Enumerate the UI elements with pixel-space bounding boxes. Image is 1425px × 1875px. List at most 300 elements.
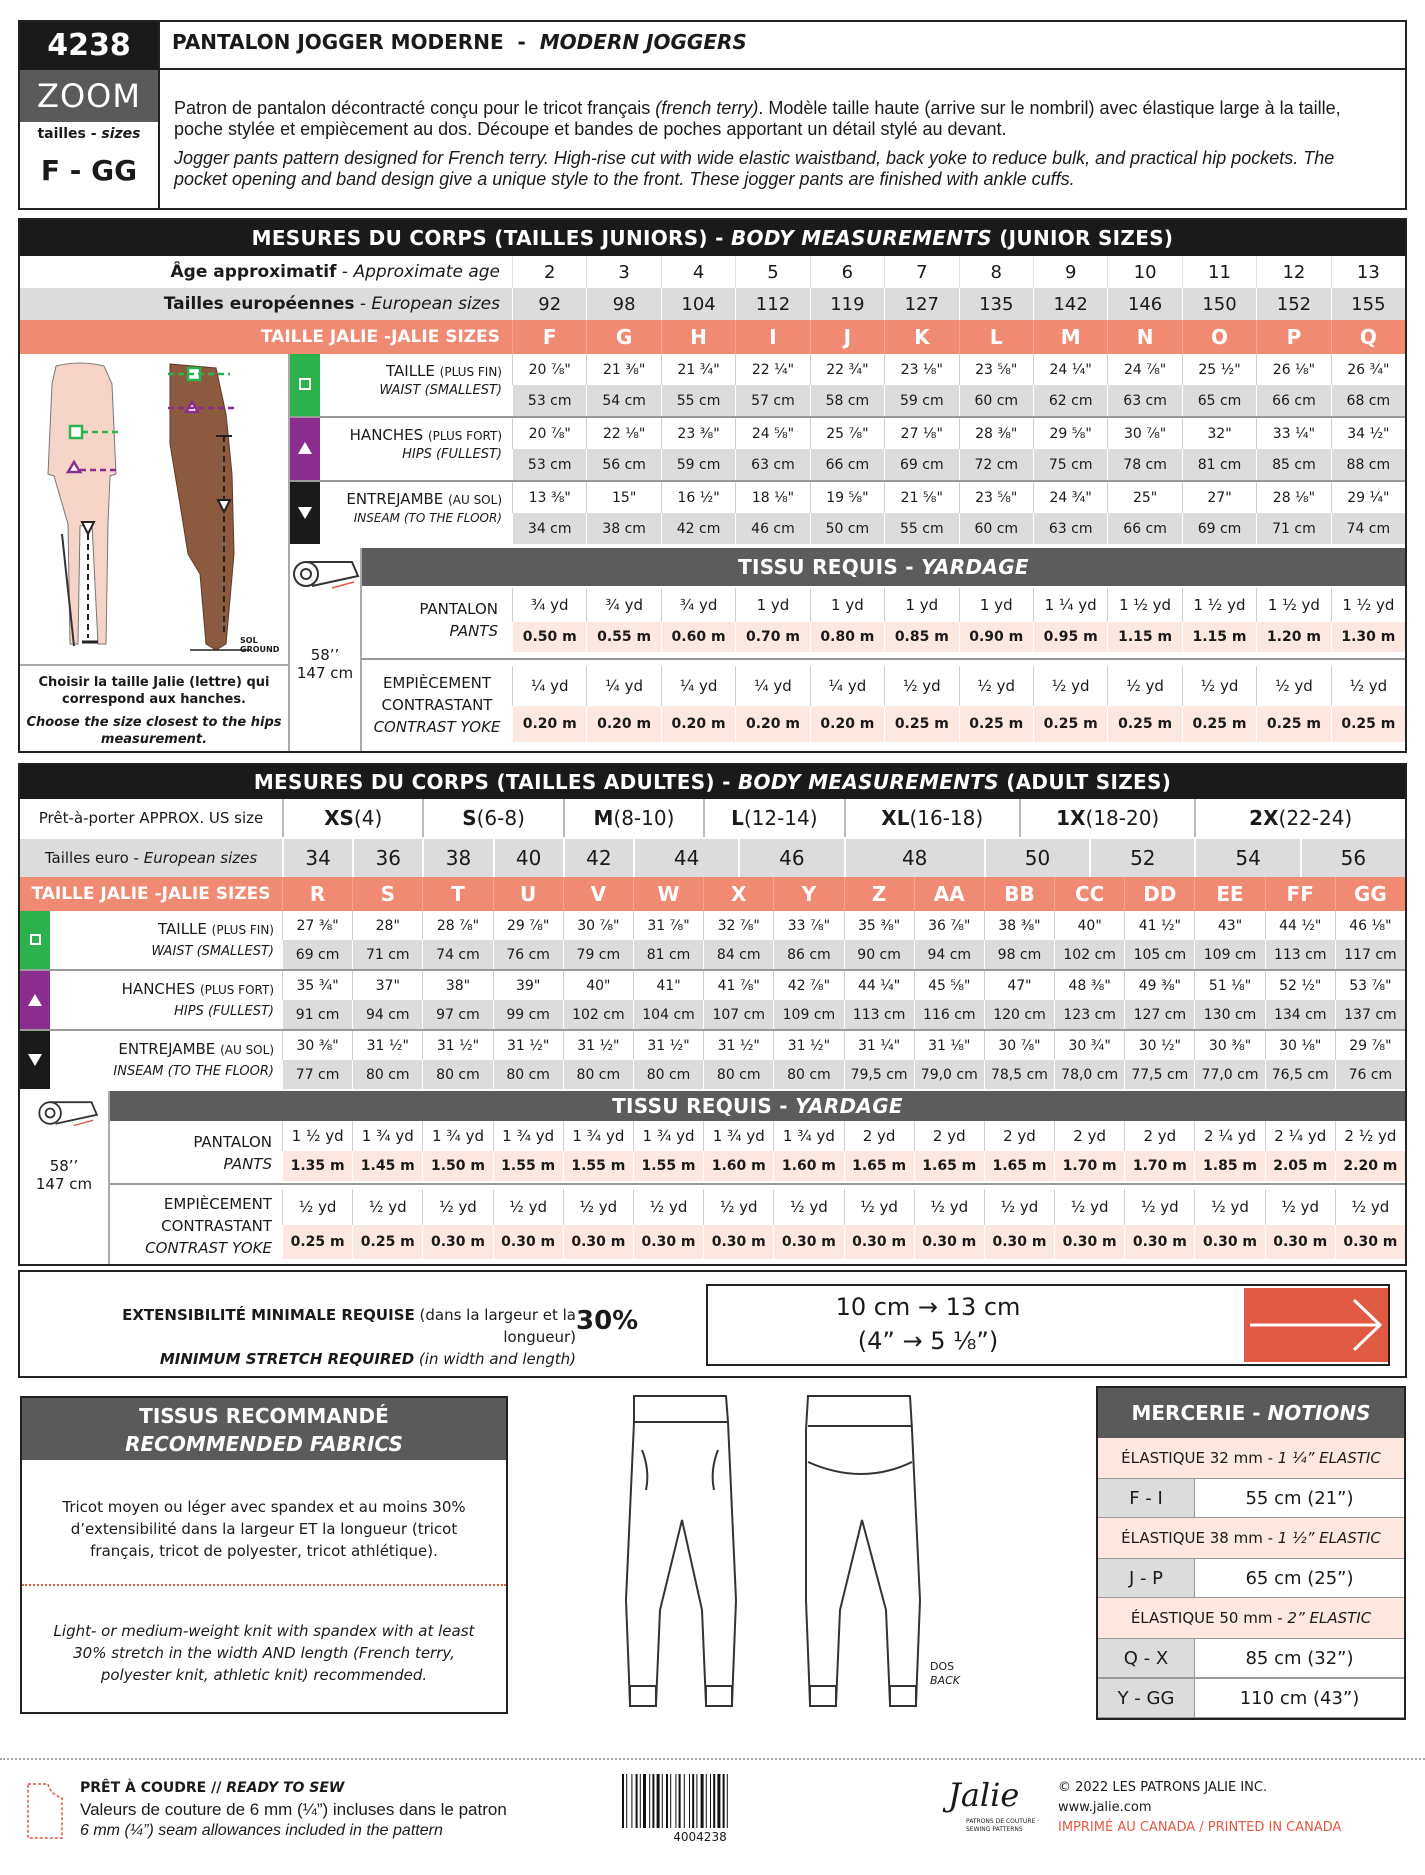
recommended-fabrics xyxy=(20,1396,508,1714)
adult-pants-meter-cell: 1.60 m xyxy=(773,1151,843,1181)
hips-inch-cell: 34 ½" xyxy=(1331,418,1405,449)
adult-hips-inch-cell: 44 ¼" xyxy=(844,971,914,1000)
adult-inseam-inch-cell: 31 ½" xyxy=(703,1031,773,1060)
jalie-size-cell: F xyxy=(512,320,586,354)
adult-yoke-yard-cell: ½ yd xyxy=(633,1189,703,1225)
adult-euro-size-cell: 46 xyxy=(738,839,843,877)
adult-hips-inch-cell: 41 ⅞" xyxy=(703,971,773,1000)
adult-yoke-yard-cell: ½ yd xyxy=(282,1189,352,1225)
adult-waist-marker xyxy=(20,911,50,969)
adult-inseam-inch-cell: 30 ⅜" xyxy=(1194,1031,1264,1060)
stretch-label: EXTENSIBILITÉ MINIMALE REQUISE (dans la largeur et la longueur) MINIMUM STRETCH REQUIRED (in width and length) xyxy=(122,1306,576,1368)
yoke-meter-cell: 0.25 m xyxy=(1182,706,1256,742)
hips-inch-cell: 23 ⅜" xyxy=(661,418,735,449)
adult-pants-meter-cell: 1.55 m xyxy=(633,1151,703,1181)
hips-cm-cell: 53 cm xyxy=(512,449,586,480)
adult-pants-yard-cell: 2 yd xyxy=(1054,1121,1124,1151)
adult-yoke-yard-cell: ½ yd xyxy=(563,1189,633,1225)
adult-yoke-yard-cell: ½ yd xyxy=(493,1189,563,1225)
age-cell: 8 xyxy=(959,256,1033,288)
adult-inseam-cm-cell: 80 cm xyxy=(493,1060,563,1089)
adult-waist-inch-cell: 30 ⅞" xyxy=(563,911,633,940)
adult-waist-inch-cell: 28 ⅞" xyxy=(422,911,492,940)
adult-inseam-cm-cell: 79,0 cm xyxy=(914,1060,984,1089)
adult-waist-cm-cell: 109 cm xyxy=(1194,940,1264,969)
adult-hips-cm-cell: 127 cm xyxy=(1124,1000,1194,1029)
adult-euro-size-cell: 50 xyxy=(984,839,1089,877)
printed-in: IMPRIMÉ AU CANADA / PRINTED IN CANADA xyxy=(1058,1820,1342,1835)
yoke-meter-cell: 0.25 m xyxy=(1033,706,1107,742)
adult-inseam-marker xyxy=(20,1031,50,1089)
notions xyxy=(1096,1386,1406,1720)
description-en: Jogger pants pattern designed for French terry. High-rise cut with wide elastic waistband, back yoke to reduce bulk, and practical hip pockets. The pocket opening and band design give a unique style to the front. These jogger pants are finished with ankle cuffs. xyxy=(174,148,1335,189)
age-cell: 11 xyxy=(1182,256,1256,288)
adult-waist-inch-cell: 40" xyxy=(1054,911,1124,940)
waist-cm-cell: 53 cm xyxy=(512,385,586,416)
adult-pants-meter-cell: 1.55 m xyxy=(563,1151,633,1181)
hips-label: HANCHES (PLUS FORT) HIPS (FULLEST) xyxy=(349,426,502,462)
adult-yoke-yard-cell: ½ yd xyxy=(1194,1189,1264,1225)
adult-yoke-meter-cell: 0.30 m xyxy=(1124,1225,1194,1259)
pants-meter-cell: 0.70 m xyxy=(735,622,809,652)
rtw-label: Prêt-à-porter APPROX. US size xyxy=(38,809,264,827)
adult-inseam-cm-cell: 76,5 cm xyxy=(1265,1060,1335,1089)
pants-meter-cell: 0.90 m xyxy=(959,622,1033,652)
adult-euro-size-cell: 34 xyxy=(282,839,352,877)
adult-pants-yard-cell: 2 yd xyxy=(914,1121,984,1151)
adult-jalie-size-cell: T xyxy=(422,877,492,911)
adult-pants-yard-cell: 2 yd xyxy=(1124,1121,1194,1151)
euro-size-cell: 119 xyxy=(810,288,884,320)
adult-hips-inch-cell: 40" xyxy=(563,971,633,1000)
adult-euro-size-cell: 42 xyxy=(563,839,633,877)
waist-cm-cell: 55 cm xyxy=(661,385,735,416)
adult-hips-inch-cell: 49 ⅜" xyxy=(1124,971,1194,1000)
hips-cm-cell: 69 cm xyxy=(884,449,958,480)
pants-meter-cell: 0.95 m xyxy=(1033,622,1107,652)
adult-jalie-size-cell: Y xyxy=(773,877,843,911)
junior-title: MESURES DU CORPS (TAILLES JUNIORS) - BODY MEASUREMENTS (JUNIOR SIZES) xyxy=(20,220,1405,256)
adult-waist-inch-cell: 43" xyxy=(1194,911,1264,940)
notion-size-range: J - P xyxy=(1098,1559,1194,1597)
adult-yoke-meter-cell: 0.30 m xyxy=(633,1225,703,1259)
adult-yoke-meter-cell: 0.30 m xyxy=(773,1225,843,1259)
yoke-meter-cell: 0.25 m xyxy=(1331,706,1405,742)
choose-size-fr: Choisir la taille Jalie (lettre) qui correspond aux hanches. xyxy=(38,675,270,707)
adult-waist-cm-cell: 86 cm xyxy=(773,940,843,969)
description-fr: Patron de pantalon décontracté conçu pour le tricot français (french terry). Modèle taille haute (arrive sur le nombril) avec élastique large à la taille, poche stylée et empiècement au dos. Découpe et bandes de poches apportant un détail stylé au devant. xyxy=(174,98,1341,139)
pants-yard-cell: 1 ½ yd xyxy=(1182,588,1256,622)
adult-hips-cm-cell: 134 cm xyxy=(1265,1000,1335,1029)
hips-inch-cell: 30 ⅞" xyxy=(1107,418,1181,449)
waist-cm-cell: 57 cm xyxy=(735,385,809,416)
seam-en: 6 mm (¼”) seam allowances included in the pattern xyxy=(80,1822,443,1839)
adult-waist-inch-cell: 35 ⅜" xyxy=(844,911,914,940)
adult-pants-label: PANTALON PANTS xyxy=(193,1133,272,1173)
adult-inseam-cm-cell: 77,0 cm xyxy=(1194,1060,1264,1089)
adult-inseam-label: ENTREJAMBE (AU SOL) INSEAM (TO THE FLOOR) xyxy=(113,1040,274,1079)
adult-inseam-cm-cell: 80 cm xyxy=(703,1060,773,1089)
inseam-cm-cell: 55 cm xyxy=(884,513,958,544)
adult-yoke-yard-cell: ½ yd xyxy=(914,1189,984,1225)
fabrics-text-en: Light- or medium-weight knit with spandex with at least 30% stretch in the width AND length (French terry, polyester knit, athletic knit) recommended. xyxy=(53,1622,475,1684)
adult-pants-meter-cell: 1.85 m xyxy=(1194,1151,1264,1181)
adult-waist-cm-cell: 71 cm xyxy=(352,940,422,969)
pants-yard-cell: 1 yd xyxy=(735,588,809,622)
hips-inch-cell: 25 ⅞" xyxy=(810,418,884,449)
waist-inch-cell: 22 ¾" xyxy=(810,354,884,385)
adult-inseam-cm-cell: 80 cm xyxy=(352,1060,422,1089)
adult-hips-marker xyxy=(20,971,50,1029)
zoom-label: ZOOM xyxy=(20,70,158,122)
adult-euro-size-cell: 44 xyxy=(633,839,738,877)
adult-hips-inch-cell: 37" xyxy=(352,971,422,1000)
adult-title: MESURES DU CORPS (TAILLES ADULTES) - BODY MEASUREMENTS (ADULT SIZES) xyxy=(20,765,1405,799)
adult-yoke-meter-cell: 0.30 m xyxy=(563,1225,633,1259)
adult-hips-cm-cell: 113 cm xyxy=(844,1000,914,1029)
rtw-size-cell: 2X (22-24) xyxy=(1194,799,1405,837)
waist-inch-cell: 21 ¾" xyxy=(661,354,735,385)
pants-meter-cell: 1.15 m xyxy=(1107,622,1181,652)
adult-yoke-meter-cell: 0.30 m xyxy=(493,1225,563,1259)
pants-yard-cell: ¾ yd xyxy=(586,588,660,622)
yoke-meter-cell: 0.25 m xyxy=(884,706,958,742)
adult-yoke-yard-cell: ½ yd xyxy=(1265,1189,1335,1225)
adult-jalie-size-cell: BB xyxy=(984,877,1054,911)
euro-size-cell: 98 xyxy=(586,288,660,320)
adult-hips-cm-cell: 123 cm xyxy=(1054,1000,1124,1029)
hips-cm-cell: 56 cm xyxy=(586,449,660,480)
yoke-yard-cell: ¼ yd xyxy=(661,666,735,706)
pants-yard-cell: ¾ yd xyxy=(661,588,735,622)
yoke-yard-cell: ½ yd xyxy=(959,666,1033,706)
adult-pants-yard-cell: 1 ¾ yd xyxy=(422,1121,492,1151)
inseam-inch-cell: 13 ⅜" xyxy=(512,482,586,513)
body-figure xyxy=(20,354,288,664)
euro-size-cell: 146 xyxy=(1107,288,1181,320)
adult-pants-yard-cell: 2 yd xyxy=(984,1121,1054,1151)
euro-size-cell: 104 xyxy=(661,288,735,320)
adult-hips-inch-cell: 35 ¾" xyxy=(282,971,352,1000)
euro-size-cell: 127 xyxy=(884,288,958,320)
header xyxy=(18,20,1407,210)
adult-hips-cm-cell: 109 cm xyxy=(773,1000,843,1029)
adult-hips-inch-cell: 38" xyxy=(422,971,492,1000)
notion-length: 85 cm (32”) xyxy=(1194,1639,1404,1677)
adult-inseam-cm-cell: 77 cm xyxy=(282,1060,352,1089)
pants-yard-cell: 1 yd xyxy=(810,588,884,622)
inseam-cm-cell: 42 cm xyxy=(661,513,735,544)
adult-pants-meter-cell: 1.65 m xyxy=(914,1151,984,1181)
waist-cm-cell: 68 cm xyxy=(1331,385,1405,416)
adult-inseam-inch-cell: 29 ⅞" xyxy=(1335,1031,1405,1060)
adult-waist-inch-cell: 36 ⅞" xyxy=(914,911,984,940)
hips-cm-cell: 72 cm xyxy=(959,449,1033,480)
hips-cm-cell: 85 cm xyxy=(1256,449,1330,480)
choose-size-en: Choose the size closest to the hips measurement. xyxy=(26,715,282,747)
adult-euro-size-cell: 48 xyxy=(844,839,984,877)
inseam-inch-cell: 27" xyxy=(1182,482,1256,513)
waist-label: TAILLE (PLUS FIN) WAIST (SMALLEST) xyxy=(379,362,502,398)
adult-jalie-size-cell: DD xyxy=(1124,877,1194,911)
adult-pants-yard-cell: 1 ¾ yd xyxy=(773,1121,843,1151)
adult-waist-inch-cell: 29 ⅞" xyxy=(493,911,563,940)
adult-euro-size-cell: 40 xyxy=(493,839,563,877)
notion-size-range: Y - GG xyxy=(1098,1679,1194,1717)
inseam-cm-cell: 63 cm xyxy=(1033,513,1107,544)
euro-size-cell: 155 xyxy=(1331,288,1405,320)
notion-row xyxy=(1098,1558,1404,1598)
waist-cm-cell: 66 cm xyxy=(1256,385,1330,416)
fabric-roll-junior xyxy=(290,548,362,751)
yoke-yard-cell: ½ yd xyxy=(1107,666,1181,706)
yoke-yard-cell: ½ yd xyxy=(1331,666,1405,706)
adult-hips-cm-cell: 137 cm xyxy=(1335,1000,1405,1029)
adult-euro-size-cell: 36 xyxy=(352,839,422,877)
adult-yoke-meter-cell: 0.30 m xyxy=(1335,1225,1405,1259)
pants-meter-cell: 0.80 m xyxy=(810,622,884,652)
elastic-label: ÉLASTIQUE 38 mm - 1 ½” ELASTIC xyxy=(1098,1518,1404,1558)
adult-inseam-cm-cell: 79,5 cm xyxy=(844,1060,914,1089)
notion-row xyxy=(1098,1478,1404,1518)
adult-hips-cm-cell: 107 cm xyxy=(703,1000,773,1029)
notion-size-range: Q - X xyxy=(1098,1639,1194,1677)
website-link[interactable]: www.jalie.com xyxy=(1058,1800,1152,1815)
pants-meter-cell: 1.30 m xyxy=(1331,622,1405,652)
age-cell: 5 xyxy=(735,256,809,288)
adult-jalie-size-cell: R xyxy=(282,877,352,911)
rtw-size-cell: 1X (18-20) xyxy=(1019,799,1194,837)
adult-pants-meter-cell: 1.65 m xyxy=(844,1151,914,1181)
adult-inseam-cm-cell: 80 cm xyxy=(563,1060,633,1089)
pants-yard-cell: 1 ½ yd xyxy=(1256,588,1330,622)
jalie-sizes-label: TAILLE JALIE -JALIE SIZES xyxy=(260,327,500,347)
notion-row xyxy=(1098,1678,1404,1718)
waist-inch-cell: 24 ¼" xyxy=(1033,354,1107,385)
age-cell: 7 xyxy=(884,256,958,288)
size-range: F - GG xyxy=(40,154,138,187)
rtw-size-cell: M (8-10) xyxy=(563,799,703,837)
inseam-inch-cell: 19 ⅝" xyxy=(810,482,884,513)
adult-hips-cm-cell: 120 cm xyxy=(984,1000,1054,1029)
adult-yoke-yard-cell: ½ yd xyxy=(703,1189,773,1225)
adult-jalie-size-cell: Z xyxy=(844,877,914,911)
junior-yardage-title: TISSU REQUIS - YARDAGE xyxy=(362,548,1405,586)
adult-jalie-label: TAILLE JALIE -JALIE SIZES xyxy=(31,884,271,904)
adult-hips-inch-cell: 42 ⅞" xyxy=(773,971,843,1000)
yoke-meter-cell: 0.25 m xyxy=(959,706,1033,742)
inseam-inch-cell: 23 ⅝" xyxy=(959,482,1033,513)
adult-jalie-size-cell: U xyxy=(493,877,563,911)
adult-pants-yard-cell: 2 yd xyxy=(844,1121,914,1151)
barcode xyxy=(620,1774,780,1830)
adult-pants-yard-cell: 1 ¾ yd xyxy=(352,1121,422,1151)
adult-hips-label: HANCHES (PLUS FORT) HIPS (FULLEST) xyxy=(121,980,274,1019)
adult-pants-yard-cell: 2 ¼ yd xyxy=(1265,1121,1335,1151)
pants-meter-cell: 0.85 m xyxy=(884,622,958,652)
jalie-size-cell: G xyxy=(586,320,660,354)
adult-inseam-inch-cell: 30 ⅛" xyxy=(1265,1031,1335,1060)
hips-cm-cell: 59 cm xyxy=(661,449,735,480)
inseam-inch-cell: 29 ¼" xyxy=(1331,482,1405,513)
adult-yoke-meter-cell: 0.30 m xyxy=(844,1225,914,1259)
age-cell: 4 xyxy=(661,256,735,288)
hips-cm-cell: 75 cm xyxy=(1033,449,1107,480)
adult-jalie-size-cell: W xyxy=(633,877,703,911)
adult-euro-size-cell: 52 xyxy=(1089,839,1194,877)
barcode-number: 4004238 xyxy=(673,1830,727,1844)
notion-length: 110 cm (43”) xyxy=(1194,1679,1404,1717)
inseam-inch-cell: 16 ½" xyxy=(661,482,735,513)
adult-yoke-yard-cell: ½ yd xyxy=(1054,1189,1124,1225)
waist-cm-cell: 58 cm xyxy=(810,385,884,416)
jalie-size-cell: I xyxy=(735,320,809,354)
adult-yoke-label: EMPIÈCEMENT CONTRASTANT CONTRAST YOKE xyxy=(145,1195,272,1257)
yoke-yard-cell: ½ yd xyxy=(884,666,958,706)
adult-inseam-inch-cell: 30 ⅞" xyxy=(984,1031,1054,1060)
adult-jalie-size-cell: X xyxy=(703,877,773,911)
yoke-yard-cell: ¼ yd xyxy=(735,666,809,706)
yoke-yard-cell: ½ yd xyxy=(1182,666,1256,706)
back-label: DOS BACK xyxy=(930,1660,960,1687)
adult-pants-yard-cell: 1 ¾ yd xyxy=(633,1121,703,1151)
pattern-title: PANTALON JOGGER MODERNE - MODERN JOGGERS xyxy=(172,30,747,54)
adult-inseam-inch-cell: 31 ½" xyxy=(773,1031,843,1060)
adult-inseam-inch-cell: 31 ½" xyxy=(422,1031,492,1060)
euro-size-cell: 92 xyxy=(512,288,586,320)
age-cell: 6 xyxy=(810,256,884,288)
hips-inch-cell: 22 ⅛" xyxy=(586,418,660,449)
fabrics-title: TISSUS RECOMMANDÉ RECOMMENDED FABRICS xyxy=(22,1398,506,1460)
adult-jalie-size-cell: GG xyxy=(1335,877,1405,911)
adult-pants-yard-cell: 1 ¾ yd xyxy=(493,1121,563,1151)
adult-waist-cm-cell: 90 cm xyxy=(844,940,914,969)
ground-label: SOL GROUND xyxy=(240,636,280,654)
stretch-percent: 30% xyxy=(576,1306,639,1336)
yoke-meter-cell: 0.20 m xyxy=(586,706,660,742)
ready-to-sew: PRÊT À COUDRE // READY TO SEW xyxy=(80,1780,345,1796)
notions-title: MERCERIE - NOTIONS xyxy=(1098,1388,1404,1438)
age-cell: 10 xyxy=(1107,256,1181,288)
fabric-roll-adult xyxy=(20,1091,110,1264)
adult-yoke-meter-cell: 0.30 m xyxy=(984,1225,1054,1259)
pants-meter-cell: 1.20 m xyxy=(1256,622,1330,652)
hips-cm-cell: 66 cm xyxy=(810,449,884,480)
adult-jalie-size-cell: EE xyxy=(1194,877,1264,911)
flat-drawings xyxy=(620,1390,960,1730)
inseam-inch-cell: 15" xyxy=(586,482,660,513)
adult-yoke-yard-cell: ½ yd xyxy=(773,1189,843,1225)
inseam-cm-cell: 46 cm xyxy=(735,513,809,544)
euro-size-cell: 152 xyxy=(1256,288,1330,320)
waist-inch-cell: 25 ½" xyxy=(1182,354,1256,385)
jalie-size-cell: M xyxy=(1033,320,1107,354)
waist-cm-cell: 62 cm xyxy=(1033,385,1107,416)
adult-waist-cm-cell: 74 cm xyxy=(422,940,492,969)
jalie-size-cell: L xyxy=(959,320,1033,354)
adult-hips-cm-cell: 102 cm xyxy=(563,1000,633,1029)
pants-yard-cell: 1 yd xyxy=(884,588,958,622)
adult-inseam-inch-cell: 31 ½" xyxy=(493,1031,563,1060)
hips-inch-cell: 27 ⅛" xyxy=(884,418,958,449)
adult-yoke-yard-cell: ½ yd xyxy=(1124,1189,1194,1225)
adult-waist-cm-cell: 113 cm xyxy=(1265,940,1335,969)
adult-yoke-meter-cell: 0.30 m xyxy=(1265,1225,1335,1259)
adult-hips-cm-cell: 99 cm xyxy=(493,1000,563,1029)
copyright: © 2022 LES PATRONS JALIE INC. xyxy=(1058,1780,1268,1795)
adult-hips-cm-cell: 91 cm xyxy=(282,1000,352,1029)
adult-waist-cm-cell: 94 cm xyxy=(914,940,984,969)
adult-yoke-meter-cell: 0.30 m xyxy=(1054,1225,1124,1259)
jalie-logo: Jalie xyxy=(948,1776,1020,1814)
adult-hips-cm-cell: 94 cm xyxy=(352,1000,422,1029)
adult-waist-cm-cell: 98 cm xyxy=(984,940,1054,969)
adult-euro-size-cell: 54 xyxy=(1194,839,1299,877)
adult-inseam-inch-cell: 30 ⅜" xyxy=(282,1031,352,1060)
adult-jalie-size-cell: AA xyxy=(914,877,984,911)
age-cell: 13 xyxy=(1331,256,1405,288)
adult-waist-cm-cell: 81 cm xyxy=(633,940,703,969)
jalie-size-cell: H xyxy=(661,320,735,354)
adult-pants-meter-cell: 1.65 m xyxy=(984,1151,1054,1181)
pants-yard-cell: 1 ¼ yd xyxy=(1033,588,1107,622)
waist-inch-cell: 21 ⅜" xyxy=(586,354,660,385)
hips-cm-cell: 78 cm xyxy=(1107,449,1181,480)
waist-inch-cell: 26 ⅛" xyxy=(1256,354,1330,385)
pants-meter-cell: 0.55 m xyxy=(586,622,660,652)
adult-inseam-cm-cell: 78,0 cm xyxy=(1054,1060,1124,1089)
inseam-cm-cell: 74 cm xyxy=(1331,513,1405,544)
hips-inch-cell: 33 ¼" xyxy=(1256,418,1330,449)
inseam-marker xyxy=(290,482,320,544)
age-cell: 3 xyxy=(586,256,660,288)
adult-hips-inch-cell: 45 ⅝" xyxy=(914,971,984,1000)
age-cell: 9 xyxy=(1033,256,1107,288)
adult-inseam-cm-cell: 76 cm xyxy=(1335,1060,1405,1089)
adult-inseam-inch-cell: 31 ⅛" xyxy=(914,1031,984,1060)
adult-hips-inch-cell: 52 ½" xyxy=(1265,971,1335,1000)
rtw-size-cell: L (12-14) xyxy=(703,799,843,837)
waist-inch-cell: 26 ¾" xyxy=(1331,354,1405,385)
yoke-meter-cell: 0.25 m xyxy=(1256,706,1330,742)
inseam-cm-cell: 38 cm xyxy=(586,513,660,544)
adult-yoke-yard-cell: ½ yd xyxy=(422,1189,492,1225)
adult-euro-label: Tailles euro - European sizes xyxy=(44,849,258,867)
rtw-size-cell: XL (16-18) xyxy=(844,799,1019,837)
waist-inch-cell: 22 ¼" xyxy=(735,354,809,385)
pattern-number: 4238 xyxy=(20,22,158,70)
adult-jalie-size-cell: FF xyxy=(1265,877,1335,911)
fabric-width-cm: 147 cm xyxy=(296,664,354,682)
adult-inseam-inch-cell: 31 ¼" xyxy=(844,1031,914,1060)
adult-euro-size-cell: 38 xyxy=(422,839,492,877)
jalie-size-cell: N xyxy=(1107,320,1181,354)
fabrics-text-fr: Tricot moyen ou léger avec spandex et au moins 30% d’extensibilité dans la largeur ET la longueur (tricot français, tricot de polyester, tricot athlétique). xyxy=(62,1498,466,1560)
junior-table xyxy=(18,218,1407,753)
adult-pants-meter-cell: 1.45 m xyxy=(352,1151,422,1181)
adult-waist-inch-cell: 31 ⅞" xyxy=(633,911,703,940)
adult-width-cm: 147 cm xyxy=(35,1175,93,1193)
adult-waist-cm-cell: 102 cm xyxy=(1054,940,1124,969)
hips-marker xyxy=(290,418,320,480)
adult-pants-yard-cell: 1 ¾ yd xyxy=(563,1121,633,1151)
adult-yoke-meter-cell: 0.25 m xyxy=(282,1225,352,1259)
waist-cm-cell: 59 cm xyxy=(884,385,958,416)
yoke-meter-cell: 0.20 m xyxy=(661,706,735,742)
adult-pants-meter-cell: 1.70 m xyxy=(1124,1151,1194,1181)
adult-pants-meter-cell: 2.20 m xyxy=(1335,1151,1405,1181)
pants-yard-cell: 1 yd xyxy=(959,588,1033,622)
